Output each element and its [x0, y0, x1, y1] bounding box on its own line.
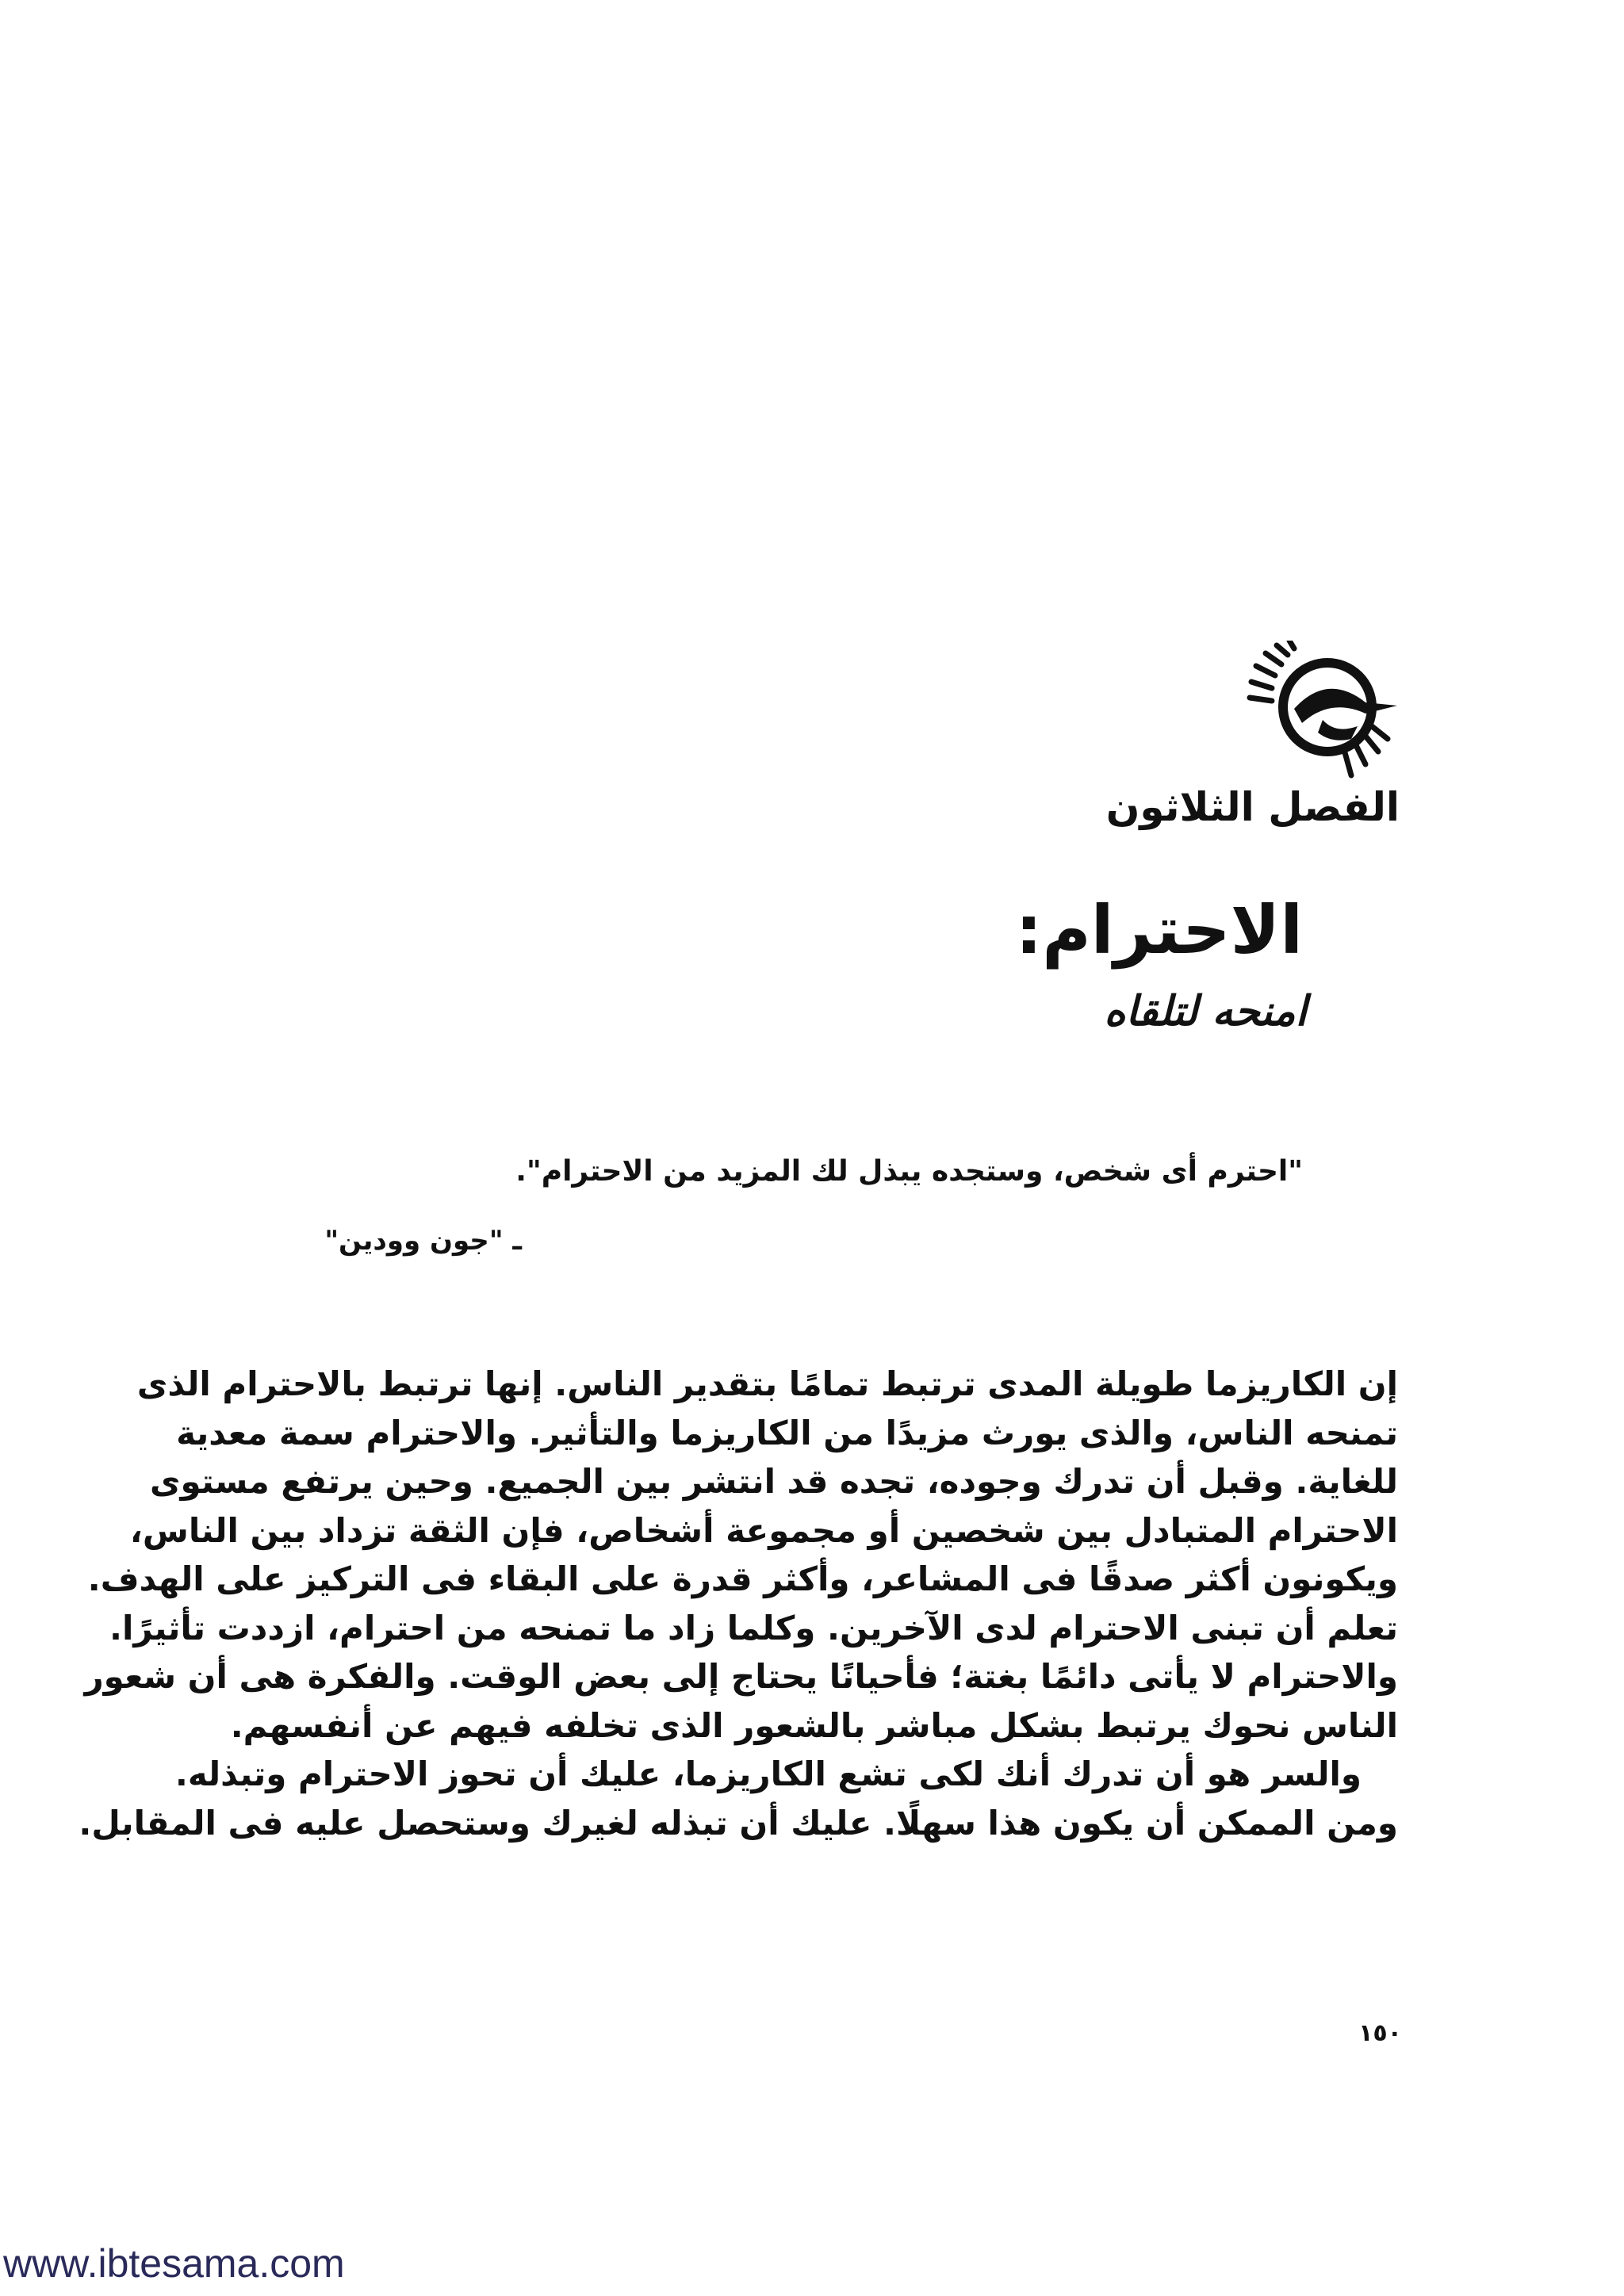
paragraph-line: للغاية. وقبل أن تدرك وجوده، تجده قد انتشر بين الجميع. وحين يرتفع مستوى: [150, 1462, 1398, 1501]
paragraph-line: الناس نحوك يرتبط بشكل مباشر بالشعور الذى تخلفه فيهم عن أنفسهم.: [230, 1705, 1398, 1745]
chapter-title: الاحترام:: [1015, 891, 1303, 969]
chapter-label: الفصل الثلاثون: [1105, 784, 1400, 830]
paragraph-line: تمنحه الناس، والذى يورث مزيدًا من الكاريزما والتأثير. والاحترام سمة معدية: [176, 1413, 1398, 1452]
body-text: [79, 1360, 1398, 1847]
paragraph-line: تعلم أن تبنى الاحترام لدى الآخرين. وكلما زاد ما تمنحه من احترام، ازددت تأثيرًا.: [109, 1608, 1398, 1647]
paragraph-line: إن الكاريزما طويلة المدى ترتبط تمامًا بتقدير الناس. إنها ترتبط بالاحترام الذى: [136, 1364, 1398, 1403]
watermark-link[interactable]: www.ibtesama.com: [3, 2241, 345, 2286]
paragraph-line: ومن الممكن أن يكون هذا سهلًا. عليك أن تبذله لغيرك وستحصل عليه فى المقابل.: [79, 1803, 1398, 1843]
paragraph-line: ويكونون أكثر صدقًا فى المشاعر، وأكثر قدرة على البقاء فى التركيز على الهدف.: [87, 1559, 1398, 1598]
epigraph-quote: "احترم أى شخص، وستجده يبذل لك المزيد من الاحترام".: [515, 1155, 1303, 1188]
paragraph-line: والسر هو أن تدرك أنك لكى تشع الكاريزما، عليك أن تحوز الاحترام وتبذله.: [174, 1755, 1362, 1793]
page-number: ١٥٠: [1358, 2019, 1402, 2047]
epigraph-author: ـ "جون وودين": [324, 1225, 522, 1257]
paragraph-line: الاحترام المتبادل بين شخصين أو مجموعة أشخاص، فإن الثقة تزداد بين الناس،: [129, 1510, 1398, 1550]
chapter-subtitle: امنحه لتلقاه: [1104, 988, 1307, 1035]
chapter-sunburst-icon: [1247, 641, 1405, 780]
paragraph-line: والاحترام لا يأتى دائمًا بغتة؛ فأحيانًا يحتاج إلى بعض الوقت. والفكرة هى أن شعور: [84, 1657, 1398, 1696]
